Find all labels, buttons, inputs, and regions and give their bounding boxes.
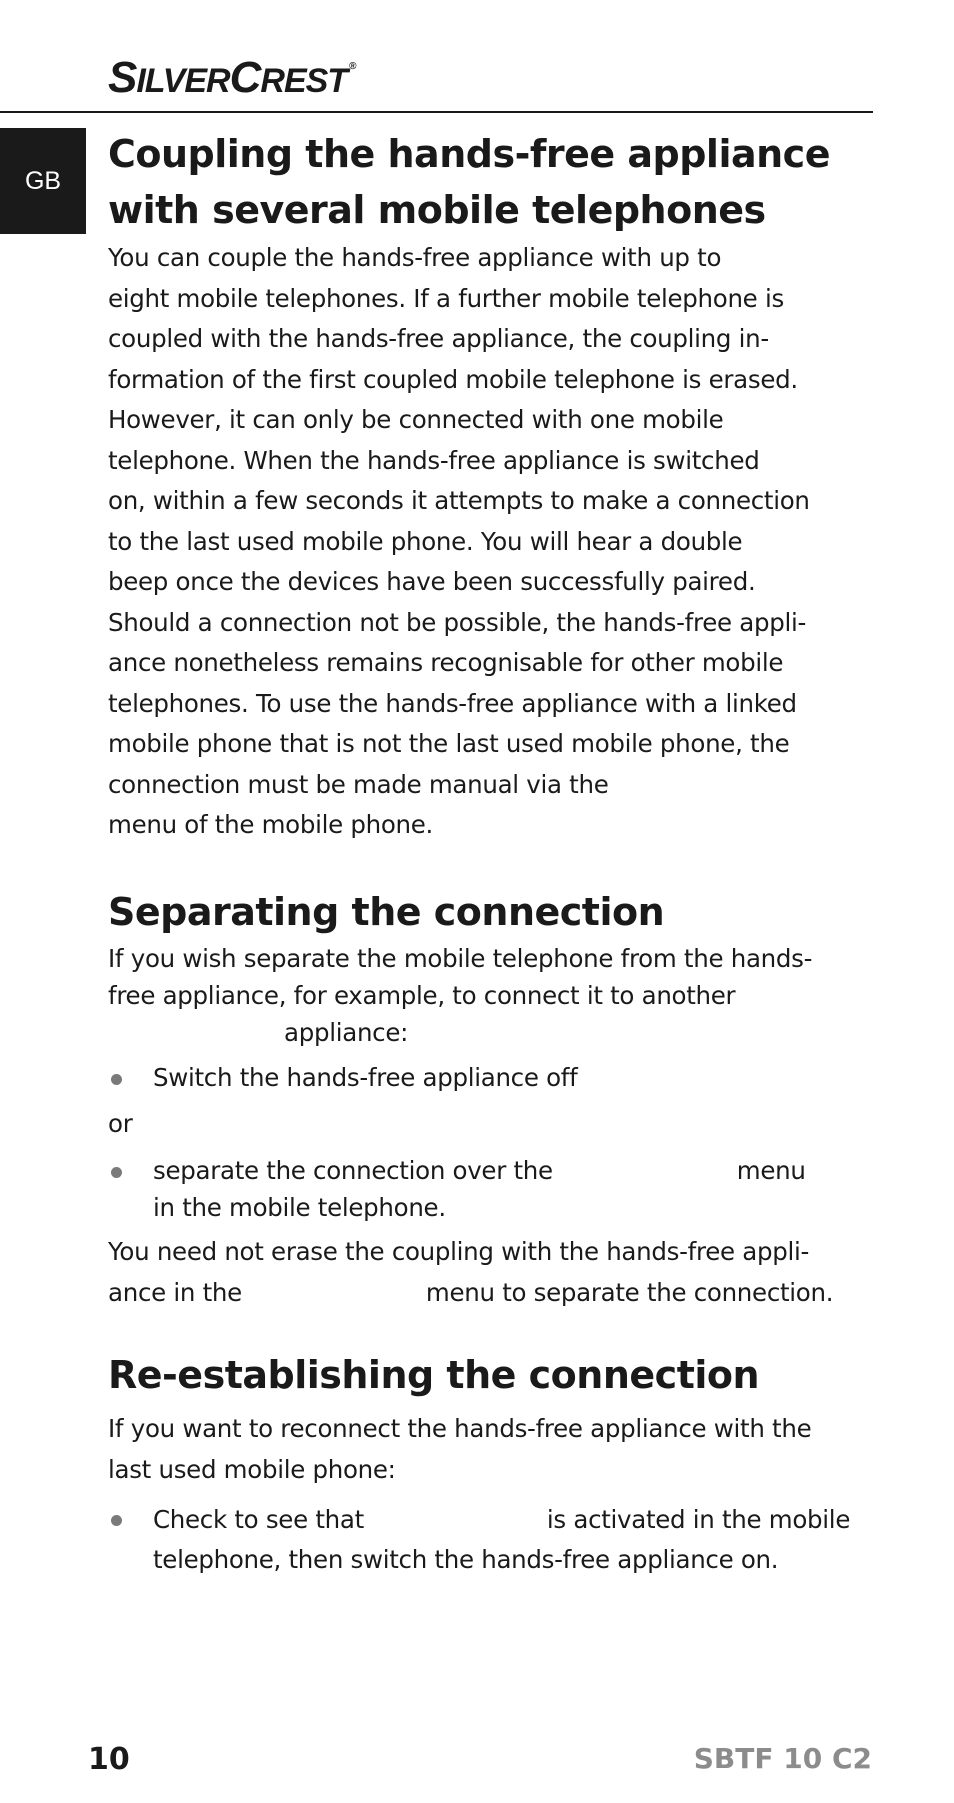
bullet-icon [111,1167,122,1178]
model-number: SBTF 10 C2 [693,1742,872,1775]
brand-logo-text: REST [260,62,348,100]
paragraph-line: last used mobile phone: [108,1454,396,1484]
brand-logo [108,53,356,102]
paragraph-line: free appliance, for example, to connect it to another [108,980,736,1010]
paragraph-line: menu of the mobile phone. [108,810,434,839]
paragraph-line: connection must be made manual via the [108,769,609,799]
paragraph-line-part: ance in the [108,1277,242,1307]
paragraph-line: formation of the first coupled mobile telephone is erased. [108,364,798,394]
paragraph-line: If you wish separate the mobile telephone from the hands- [108,943,813,973]
section-title-coupling [108,126,868,238]
section-title-reestablishing: Re-establishing the connection [108,1353,760,1397]
brand-logo-text: ILVER [136,62,230,100]
bullet-icon [111,1515,122,1526]
bullet-icon [111,1074,122,1085]
list-item-text-part: Check to see that [153,1505,364,1534]
coupling-paragraph [108,238,868,846]
paragraph-line: Should a connection not be possible, the hands-free appli- [108,607,807,637]
list-item-text [153,1500,868,1580]
paragraph-line: on, within a few seconds it attempts to make a connection [108,486,810,515]
brand-logo-letter: S [108,53,137,102]
language-tab-label: GB [24,166,62,195]
paragraph-line: appliance: [284,1017,409,1047]
section-title-line: Coupling the hands-free appliance [108,132,830,176]
section-title-separating: Separating the connection [108,889,665,934]
paragraph-line: If you want to reconnect the hands-free appliance with the [108,1414,812,1443]
list-item-text-part: telephone, then switch the hands-free appliance on. [153,1545,779,1574]
list-item-text-part: is activated in the mobile [546,1505,851,1534]
list-item-text-part: separate the connection over the [153,1156,553,1185]
header-rule [0,111,873,113]
page-content [108,120,868,1580]
list-item-text-part: in the mobile telephone. [153,1193,446,1222]
page-number: 10 [88,1742,130,1777]
separating-intro [108,940,868,1051]
list-item-text-part: menu [736,1156,806,1185]
separating-note [108,1232,868,1313]
paragraph-line: beep once the devices have been successfully paired. [108,567,756,596]
paragraph-line-part: menu to separate the connection. [425,1277,834,1307]
list-item [108,1059,868,1096]
paragraph-line: eight mobile telephones. If a further mobile telephone is [108,283,784,313]
list-item-text [153,1152,868,1226]
paragraph-line: coupled with the hands-free appliance, the coupling in- [108,324,769,353]
paragraph-line: ance nonetheless remains recognisable for other mobile [108,648,784,677]
paragraph-line: telephones. To use the hands-free appliance with a linked [108,688,797,718]
list-item [108,1500,868,1580]
brand-logo-letter: C [229,53,261,102]
paragraph-line: telephone. When the hands-free appliance is switched [108,445,760,475]
paragraph-line: You need not erase the coupling with the hands-free appli- [108,1237,809,1266]
list-item-text: Switch the hands-free appliance off [153,1062,578,1092]
paragraph-line: to the last used mobile phone. You will hear a double [108,526,743,556]
registered-mark: ® [349,61,356,72]
paragraph-line: You can couple the hands-free appliance with up to [108,243,722,272]
list-item [108,1152,868,1226]
or-text: or [108,1108,133,1138]
paragraph-line: mobile phone that is not the last used mobile phone, the [108,729,790,758]
language-tab [0,128,86,234]
paragraph-line [108,1273,868,1314]
reestablishing-intro [108,1409,868,1490]
paragraph-line: However, it can only be connected with one mobile [108,405,724,434]
section-title-line: with several mobile telephones [108,188,766,232]
